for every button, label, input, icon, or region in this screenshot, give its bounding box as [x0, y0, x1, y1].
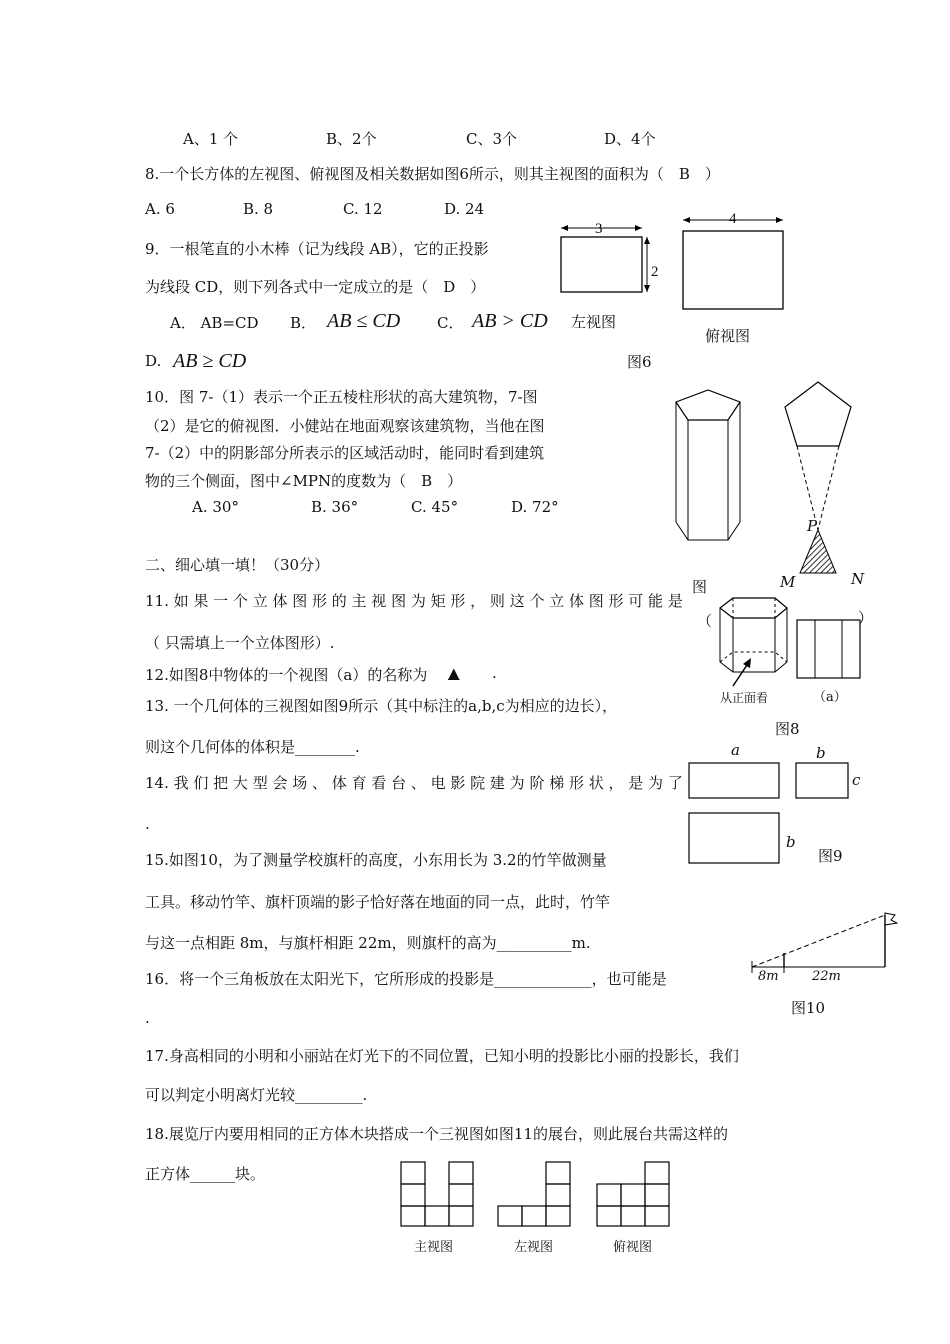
q9-option-a: A． AB=CD	[170, 314, 259, 332]
fig6-dim-top-width: 4	[729, 211, 737, 227]
fig8-a-label: （a）	[813, 690, 847, 705]
q16-line2: .	[145, 1009, 150, 1027]
q18-line2: 正方体______块。	[145, 1165, 266, 1183]
fig9-label-b2: b	[786, 833, 796, 851]
q18-line1: 18.展览厅内要用相同的正方体木块搭成一个三视图如图11的展台，则此展台共需这样的	[145, 1125, 728, 1143]
fig6-dim-left-width: 3	[595, 221, 603, 237]
q9-option-c-expr: AB > CD	[472, 310, 548, 332]
q7-option-d: D、4个	[604, 130, 656, 148]
fig7-caption-fragment: 图	[692, 578, 708, 596]
fig9-label-b: b	[816, 744, 826, 762]
q11-line1: 11. 如 果 一 个 立 体 图 形 的 主 视 图 为 矩 形 ， 则 这 个 立 体 图 形 可 能 是	[145, 592, 683, 610]
fig9-label-a: a	[731, 741, 740, 759]
q10-option-b: B. 36°	[311, 498, 359, 516]
fig9-caption: 图9	[818, 847, 843, 865]
q17-line1: 17.身高相同的小明和小丽站在灯光下的不同位置，已知小明的投影比小丽的投影长，我们	[145, 1047, 739, 1065]
q8-option-b: B. 8	[243, 200, 274, 218]
section-2-heading: 二、细心填一填！（30分）	[145, 556, 330, 574]
q7-option-a: A、1 个	[183, 130, 239, 148]
q8-option-d: D. 24	[444, 200, 485, 218]
fig8-paren-left: （	[697, 612, 713, 630]
fig7-label-n: N	[851, 570, 865, 588]
fig10-label-8m: 8m	[758, 969, 779, 984]
fig6-left-view-label: 左视图	[571, 313, 617, 331]
q10-line1: 10．图 7-（1）表示一个正五棱柱形状的高大建筑物，7-图	[145, 388, 538, 406]
q13-line2: 则这个几何体的体积是________.	[145, 738, 360, 756]
fig8-paren-right: ）	[858, 609, 874, 627]
fig11-top-label: 俯视图	[613, 1240, 653, 1255]
q9-option-d-expr: AB ≥ CD	[173, 350, 247, 372]
q11-line2: （ 只需填上一个立体图形）.	[145, 634, 335, 652]
figure-7	[668, 380, 928, 580]
q10-option-c: C. 45°	[411, 498, 459, 516]
fig9-label-c: c	[852, 771, 861, 789]
q12-period: .	[492, 664, 497, 682]
fig10-label-22m: 22m	[812, 969, 841, 984]
q15-line3: 与这一点相距 8m，与旗杆相距 22m，则旗杆的高为__________m.	[145, 934, 591, 952]
q9-line2: 为线段 CD，则下列各式中一定成立的是（ D ）	[145, 278, 486, 296]
fig11-left-label: 左视图	[514, 1240, 554, 1255]
figure-8	[705, 590, 875, 690]
q9-option-c-prefix: C．	[437, 314, 464, 332]
fig6-dim-left-height: 2	[651, 264, 659, 280]
q8-option-a: A. 6	[145, 200, 175, 218]
figure-11	[395, 1155, 680, 1230]
q14-line1: 14. 我 们 把 大 型 会 场 、 体 育 看 台 、 电 影 院 建 为 阶 梯 形 状 ， 是 为 了	[145, 774, 683, 792]
fig8-front-label: 从正面看	[720, 691, 769, 705]
figure-10	[738, 905, 898, 975]
q16-line1: 16．将一个三角板放在太阳光下，它所形成的投影是_____________，也可能是	[145, 970, 667, 988]
q10-line3: 7-（2）中的阴影部分所表示的区域活动时，能同时看到建筑	[145, 444, 545, 462]
figure-6	[555, 210, 795, 370]
q15-line2: 工具。移动竹竿、旗杆顶端的影子恰好落在地面的同一点，此时，竹竿	[145, 893, 611, 911]
q10-option-d: D. 72°	[511, 498, 559, 516]
q9-option-d-prefix: D.	[145, 352, 162, 370]
q9-line1: 9．一根笔直的小木棒（记为线段 AB），它的正投影	[145, 240, 489, 258]
q8-text: 8.一个长方体的左视图、俯视图及相关数据如图6所示，则其主视图的面积为（ B ）	[145, 165, 720, 183]
fig6-top-view-label: 俯视图	[705, 327, 751, 345]
q9-option-b-expr: AB ≤ CD	[327, 310, 401, 332]
fig8-caption: 图8	[775, 720, 800, 738]
q8-option-c: C. 12	[343, 200, 383, 218]
fig6-caption: 图6	[627, 353, 652, 371]
fig7-label-m: M	[780, 573, 796, 591]
q7-option-c: C、3个	[466, 130, 518, 148]
q15-line1: 15.如图10，为了测量学校旗杆的高度，小东用长为 3.2的竹竿做测量	[145, 851, 607, 869]
q10-line4: 物的三个侧面，图中∠MPN的度数为（ B ）	[145, 472, 463, 490]
q17-line2: 可以判定小明离灯光较_________.	[145, 1086, 368, 1104]
q10-option-a: A. 30°	[192, 498, 239, 516]
q12-text: 12.如图8中物体的一个视图（a）的名称为	[145, 666, 428, 684]
q12-answer-blank: ▲	[448, 664, 460, 682]
fig11-front-label: 主视图	[414, 1240, 454, 1255]
fig7-label-p: P	[807, 517, 818, 535]
q13-line1: 13. 一个几何体的三视图如图9所示（其中标注的a,b,c为相应的边长），	[145, 697, 618, 715]
fig10-caption: 图10	[791, 999, 826, 1017]
q10-line2: （2）是它的俯视图．小健站在地面观察该建筑物，当他在图	[145, 417, 545, 435]
q7-option-b: B、2个	[326, 130, 377, 148]
q14-line2: .	[145, 815, 150, 833]
q9-option-b-prefix: B．	[290, 314, 317, 332]
